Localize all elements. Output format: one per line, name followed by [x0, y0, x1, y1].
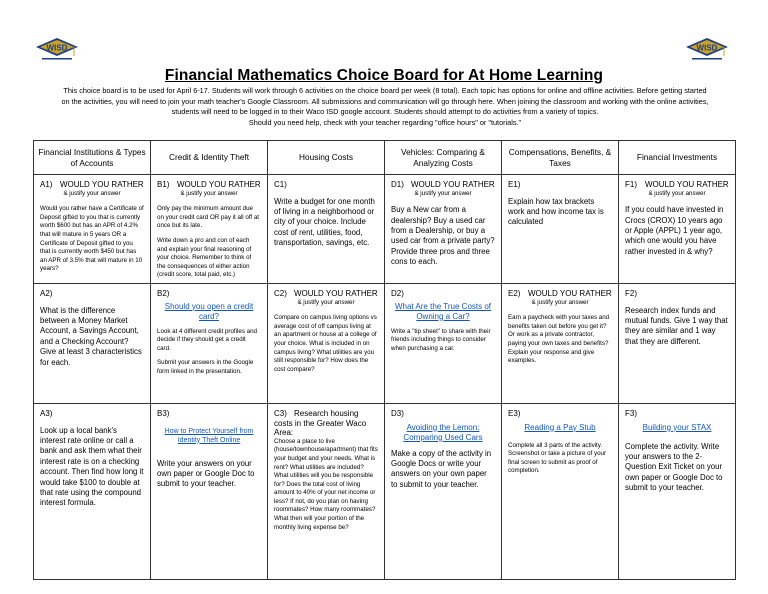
cell-e3 — [502, 403, 619, 579]
cell-heading: Research housing costs in the Greater Waco Area: — [274, 408, 367, 438]
cell-subheading: & justify your answer — [180, 189, 238, 197]
cell-d2 — [385, 283, 502, 403]
header-compensations: Compensations, Benefits, & Taxes — [502, 141, 619, 175]
cell-c2 — [268, 283, 385, 403]
cell-id: B2) — [157, 288, 170, 298]
cell-body: Research index funds and mutual funds. Give 1 way that they are similar and 1 way that they are different. — [625, 305, 728, 346]
wisd-logo-right — [684, 36, 730, 62]
cell-a3 — [34, 403, 151, 579]
credit-card-link[interactable]: Should you open a credit card? — [164, 301, 254, 321]
cell-e1 — [502, 175, 619, 284]
cell-body: What is the difference between a Money Market Account, a Savings Account, and a Checking Account? Give at least 3 characteristics for each. — [40, 305, 142, 367]
cell-body: Complete all 3 parts of the activity. Screenshot or take a picture of your final screen to submit as proof of completion. — [508, 441, 607, 475]
cell-id: E2) — [508, 288, 521, 298]
cell-body: Buy a New car from a dealership? Buy a used car from a Dealership, or buy a used car from a private party? Provide three pros and three cons to each. — [391, 205, 495, 267]
wisd-logo-left — [34, 36, 80, 62]
cell-id: C1) — [274, 180, 287, 189]
cell-f3 — [619, 403, 736, 579]
cell-id: D1) — [391, 180, 404, 189]
page-title: Financial Mathematics Choice Board for At Home Learning — [164, 67, 604, 84]
header-vehicles: Vehicles: Comparing & Analyzing Costs — [385, 141, 502, 175]
cell-a2 — [34, 283, 151, 403]
cell-body: Only pay the minimum amount due on your credit card OR pay it all off at once but its late. — [157, 205, 260, 230]
cell-id: A2) — [40, 288, 53, 298]
cell-heading: WOULD YOU RATHER — [294, 288, 378, 298]
cell-body: Earn a paycheck with your taxes and benefits taken out before you get it? Or work as a private contractor, paying your own taxes and benefits? Explain your response and give examples. — [508, 314, 610, 365]
cell-id: B3) — [157, 408, 170, 418]
cell-heading: WOULD YOU RATHER — [528, 288, 612, 298]
svg-text:WISD: WISD — [696, 43, 718, 53]
cell-heading: WOULD YOU RATHER — [645, 180, 729, 189]
header-housing-costs: Housing Costs — [268, 141, 385, 175]
true-costs-car-link[interactable]: What Are the True Costs of Owning a Car? — [394, 301, 492, 321]
cell-d1 — [385, 175, 502, 284]
cell-d3 — [385, 403, 502, 579]
cell-subheading: & justify your answer — [531, 298, 589, 306]
cell-id: C3) — [274, 408, 287, 418]
cell-subheading: & justify your answer — [648, 189, 706, 197]
cell-c3 — [268, 403, 385, 579]
cell-id: F1) — [625, 180, 637, 189]
cell-body-2: Submit your answers in the Google form linked in the presentation. — [157, 359, 254, 375]
cell-id: A3) — [40, 408, 53, 418]
cell-id: F3) — [625, 408, 637, 418]
header-financial-institutions: Financial Institutions & Types of Accounts — [34, 141, 151, 175]
cell-heading: WOULD YOU RATHER — [60, 180, 144, 189]
cell-b3 — [151, 403, 268, 579]
cell-e2 — [502, 283, 619, 403]
cell-body: Write a "tip sheet" to share with their friends including things to consider when purchasing a car. — [391, 327, 491, 352]
cell-subheading: & justify your answer — [63, 189, 121, 197]
cell-heading: WOULD YOU RATHER — [177, 180, 261, 189]
cell-id: E3) — [508, 408, 521, 418]
cell-id: F2) — [625, 288, 637, 298]
building-stax-link[interactable]: Building your STAX — [642, 422, 712, 432]
cell-body: Explain how tax brackets work and how income tax is calculated — [508, 196, 604, 227]
avoiding-lemon-link[interactable]: Avoiding the Lemon: Comparing Used Cars — [403, 422, 483, 442]
cell-f1 — [619, 175, 736, 284]
header-financial-investments: Financial Investments — [619, 141, 736, 175]
cell-body: Look up a local bank's interest rate online or call a bank and ask them what their interest rate is on a checking account. Then find how long it would take $100 to double at that rate using the compound interest formula. — [40, 425, 144, 508]
intro-line: This choice board is to be used for April 6-17. Students will work through 6 activities on the choice board per week (8 total). Each topic has options for online and offline activities. Before getting started — [63, 86, 707, 95]
cell-body: Write a budget for one month of living in a neighborhood or city of your choice. Include cost of rent, utilities, food, transportation, savings, etc. — [274, 196, 375, 248]
intro-line: on the activities, you will need to join your math teacher's Google Classroom. All submissions and communication will go through here. When joining the classroom and working with the online activities, — [61, 96, 709, 106]
cell-f2 — [619, 283, 736, 403]
pay-stub-link[interactable]: Reading a Pay Stub — [524, 422, 596, 432]
cell-b2 — [151, 283, 268, 403]
cell-body: Choose a place to live (house/townhouse/apartment) that fits your budget and your needs. What is rent? What utilities are included? What utilities will you be responsible for? Does the total cost of living amount to 40% of your net income or less? If not, do you plan on having roommates? How many roommates? What then will your portion of the monthly living expense be? — [274, 437, 378, 531]
cell-heading: WOULD YOU RATHER — [411, 180, 495, 189]
cell-body: Complete the activity. Write your answers to the 2-Question Exit Ticket on your own paper or Google Doc to submit to your teacher. — [625, 441, 723, 493]
cell-body: Make a copy of the activity in Google Docs or write your answers on your own paper to submit to your teacher. — [391, 448, 492, 489]
intro-line: Should you need help, check with your teacher regarding "office hours" or "tutorials." — [248, 117, 522, 127]
cell-b1 — [151, 175, 268, 284]
cell-body: Write your answers on your own paper or Google Doc to submit to your teacher. — [157, 458, 255, 489]
intro-paragraph — [34, 86, 736, 128]
identity-theft-link[interactable]: How to Protect Yourself from Identity Theft Online — [164, 427, 254, 444]
svg-text:WISD: WISD — [46, 43, 68, 53]
cell-id: C2) — [274, 288, 287, 298]
cell-id: E1) — [508, 180, 521, 189]
cell-body: If you could have invested in Crocs (CROX) 10 years ago or Apple (APPL) 1 year ago, which one would you have rather invested in & why? — [625, 205, 724, 256]
intro-line: students will need to be logged in to their Waco ISD google account. Students should attempt to do activities from a variety of topics. — [171, 107, 599, 117]
choice-board-table — [33, 140, 736, 580]
cell-subheading: & justify your answer — [297, 298, 355, 306]
cell-a1 — [34, 175, 151, 284]
cell-body: Would you rather have a Certificate of Deposit gifted to you that is currently worth $600 but has an APR of 4.2% that will mature in 5 years OR a Certificate of Deposit gifted to you that is currently worth $450 but has an APR of 3.5% that will mature in 10 years? — [40, 205, 144, 273]
cell-id: D3) — [391, 408, 404, 418]
cell-body: Look at 4 different credit profiles and decide if they should get a credit card. — [157, 327, 257, 352]
cell-id: A1) — [40, 180, 53, 189]
cell-subheading: & justify your answer — [414, 189, 472, 197]
cell-id: D2) — [391, 288, 404, 298]
cell-body: Compare on campus living options vs average cost of off campus living at an apartment or house at a college of your choice. What is included in on campus living? What utilities are you still responsible for? How does the cost compare? — [274, 314, 377, 373]
cell-id: B1) — [157, 180, 170, 189]
cell-body-2: Write down a pro and con of each and explain your final reasoning of your choice. Remember to think of the consequences of either action (credit score, total paid, etc.) — [157, 236, 252, 279]
cell-c1 — [268, 175, 385, 284]
header-credit-identity-theft: Credit & Identity Theft — [151, 141, 268, 175]
